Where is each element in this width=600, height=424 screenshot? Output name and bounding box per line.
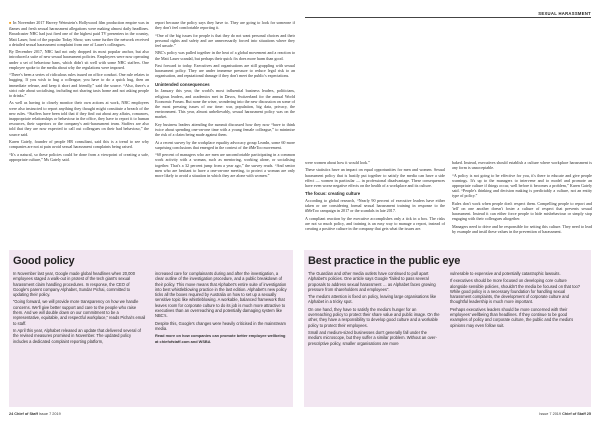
box-column-2: [155, 271, 288, 346]
paragraph: “It's a natural, so these policies could be done from a viewpoint of creating a safe, appropriate culture,” Ms Gately said.: [9, 151, 149, 162]
issue-label: Issue 7 2019: [539, 412, 562, 416]
box-title: Good policy: [13, 255, 75, 267]
paragraph: The Guardian and other media outlets have continued to pull apart Alphabet's policies. One article says Google “failed to pass several proposals to address sexual harassment … as Alphabet faces growing pressure from shareholders and employees”.: [308, 271, 436, 292]
box-column-1: [308, 271, 441, 348]
read-more-note: Read more on how companies can promote better employee wellbeing at chiefofstaff.com and WSBA: [155, 333, 286, 344]
footer-left: [9, 412, 61, 416]
box-column-2: [450, 271, 583, 330]
box-column-1: [13, 271, 146, 346]
footer-right: [539, 412, 591, 416]
article-column-4: [452, 160, 592, 236]
paragraph: A compliant reaction by the executive accomplishes only a tick in a box. The risks are not so much policy, and training is an easy way to manage a report, instead of creating a positive culture in the company that gets what the issues are.: [305, 215, 445, 232]
article-column-2: [155, 20, 295, 180]
paragraph: Key business leaders attending the summit discussed how they now “have to think twice about spending one-on-one time with a young female colleague,” to minimise the risk of a claim being made against them.: [155, 121, 295, 138]
paragraph: Fast forward to today. Executives and organisations are still grappling with sexual harassment policy. They are under immense pressure to reduce legal risk to an organisation, and reputational damage if they don't meet the public's expectations.: [155, 62, 295, 79]
article-column-3: [305, 160, 445, 234]
paragraph: “Going forward, we will provide more transparency on how we handle concerns. We'll give better support and care to the people who raise them. And we will double down on our commitment to be a representative, equitable, and respectful workplace,” reads Pichai's email to staff.: [13, 299, 146, 326]
paragraph: were women about how it would look.”: [305, 160, 370, 165]
paragraph: In January this year, the world's most influential business leaders, politicians, religious leaders, and academics met in Davos, Switzerland for the annual World Economic Forum. But none the wiser, wondering into the new discussion on some of the most pressing issues of our time: war, population, big data, privacy, the environment. This year, almost unbelievably, sexual harassment policy was on the market.: [155, 88, 295, 120]
magazine-name: Chief of Staff 25: [562, 412, 591, 416]
article-column-1: [9, 20, 149, 164]
paragraph: Perhaps executives leaders should be more concerned with their employees' wellbeing than headlines. If they continue to be good examples of policy and corporate culture, the public and the media's opinions may even follow suit.: [450, 306, 574, 328]
paragraph: “60 percent of managers who are men are uncomfortable participating in a common work activity with a woman, such as mentoring, working alone, or socialising together. That's a 32 percent jump from a year ago,” the survey reads. “And senior men who are hesitant to have a one-on-one meeting, to protect a woman are only more likely to avoid a situation in which they are alone with women.”: [155, 152, 295, 178]
paragraph: NBC's policy was pulled together in the heat of a global movement and a reaction to the Matt Lauer scandal, but perhaps their quick fix does more harm than good.: [155, 50, 295, 61]
paragraph: ■ In November 2017 Harvey Weinstein's Hollywood film production empire was in flames and fresh sexual harassment allegations were making almost daily headlines. Broadcaster NBC had just fired one of the highest paid TV presenters in the country, Matt Lauer, host of the popular Today Show, was some further the network received a detailed sexual harassment complaint from one of Lauer's colleagues.: [9, 20, 149, 47]
box-title: Best practice in the public eye: [308, 255, 461, 267]
paragraph: At a recent survey by the workplace equality advocacy group LeanIn, some 60 more surprising conclusions that emerged in the context of the #MeToo movement.: [155, 139, 295, 150]
subheading: Unintended consequences: [155, 81, 210, 87]
section-rule: [305, 17, 591, 18]
paragraph: As well as having to closely monitor their own actions at work, NBC employees were also instructed to report anything they thought might constitute a breach of the new rules. “Staffers have been told that if they find out about any affairs, romances, inappropriate relationships or behaviour in the office, they have to report it to human resources, their superiors or the company's anti-harassment team. Staffers are also told that they are now expected to call out colleagues on their bad behaviour,” the source said.: [9, 100, 149, 137]
paragraph: Karen Gately, founder of people HR consultant, said this is a trend to see why companies are not at pain avoid sexual harassment complaints being raised.: [9, 139, 149, 150]
paragraph: Managers need to drive and be responsible for setting this culture. They need to lead by example and instil these values in the prevention of harassment.: [452, 223, 592, 234]
paragraph: Rules don't work when people don't respect them. Compelling people to report and 'tell' on one another doesn't foster a culture of respect that prevents sexual harassment. Instead it can either force people to hide misbehaviour or simply stop engaging with their colleagues altogether.: [452, 200, 592, 222]
paragraph: “A policy is not going to be effective for you, it's there to educate and give people warnings. It's up to the managers to intervene and to model and promote an appropriate culture if things occur, well before it becomes a problem,” Karen Gately said. “People's thinking and decision making is predictably a culture, not an entity type of policy.”: [452, 172, 592, 199]
paragraph: “One of the big issues for people is that they do not want personal choices and their personal rights and safety and are unnecessarily forced into situations where they feel unsafe.”: [155, 32, 295, 48]
paragraph: In April this year, Alphabet released an update that delivered several of the revised measures promised in November. The updated policy includes a dedicated complaint reporting platform,: [13, 327, 141, 344]
paragraph: In November last year, Google made global headlines when 20,000 employees staged a walk-out in protest of the tech giant's sexual harassment claim handling procedures. In response, the CEO of Google's parent company Alphabet, Sundar Pichai, committed to updating their policy.: [13, 271, 135, 298]
paragraph: baked. Instead, executives should establish a culture where workplace harassment is any form is unacceptable.: [452, 160, 592, 171]
paragraph: Small and medium-sized businesses don't generally fall under the media's microscope, but they suffer a similar problem. Without an over-prescriptive policy, smaller organisations are more: [308, 329, 437, 346]
section-tag: SEXUAL HARASSMENT: [538, 11, 591, 16]
paragraph: report because the policy says they have to. They are going to look for someone if they don't feel comfortable reporting it.: [155, 20, 295, 31]
paragraph: If executives should be more focused on developing core culture alongside sensible policies, shouldn't the media be focused on that too? While good policy is a necessary foundation for handling sexual harassment complaints, the development of corporate culture and thoughtful leadership is much more important.: [450, 278, 581, 305]
subheading: The focus: creating culture: [305, 191, 361, 197]
paragraph: These statistics have an impact on equal opportunities for men and women. Sexual harassment policy that is hastily put together to satisfy the media can have a side effect — women in particular — in professional disadvantage. These consequences have even worse negative effects on the health of a workplace and its culture.: [305, 167, 445, 188]
paragraph: Despite this, Google's changes were heavily criticised in the mainstream media.: [155, 320, 286, 331]
best-practice-box: [304, 250, 591, 407]
issue-label: Issue 7 2019: [38, 412, 61, 416]
paragraph: According to global research, “Nearly 90 percent of executive leaders have either taken or are considering formal sexual harassment training in response to the #MeToo campaign in 2017 or the scandals in late 2017.: [305, 197, 445, 214]
paragraph: The media's attention is fixed on policy, leaving large organisations like Alphabet in a tricky spot.: [308, 294, 437, 305]
good-policy-box: [9, 250, 293, 407]
magazine-name: 24 Chief of Staff: [9, 412, 38, 416]
paragraph: vulnerable to expensive and potentially catastrophic lawsuits.: [450, 271, 561, 276]
paragraph: By December 2017, NBC had not only dropped its most popular anchor, but also introduced a suite of new sexual harassment policies. Employees were now operating under a set of behaviour bans, which didn't sit well with some NBC staffers. One employee spoke to the media about why the regulations were imposed.: [9, 49, 149, 70]
paragraph: On one hand, they have to satisfy the media's hunger for an overreaching policy to protect their share value and public image. On the other, they have a responsibility to develop good culture and a workable policy to protect their employees.: [308, 306, 440, 328]
paragraph: increased care for complainants during and after the investigation, a clear outline of the investigation procedure, and a public breakdown of their policy. This move means that Alphabet's entire suite of investigation into best whistleblowing practice in the last edition. Alphabet's new policy ticks all the boxes required by Australia on how to set up a sexually sensitive topic like whistleblowing. A workable, balanced framework that leaves room for corporate culture to do its job is much more attractive to executives than an overreaching and potentially damaging system like NBC's.: [155, 271, 287, 319]
paragraph: “There's been a series of ridiculous rules issued on office conduct. One rule relates to hugging. If you wish to hug a colleague, you have to do a quick hug, then an immediate release, and keep it short and friendly,” said the source. “Also, there's a strict rule about socialising, including not sharing taxis home and not asking people to drinks.”: [9, 72, 149, 99]
